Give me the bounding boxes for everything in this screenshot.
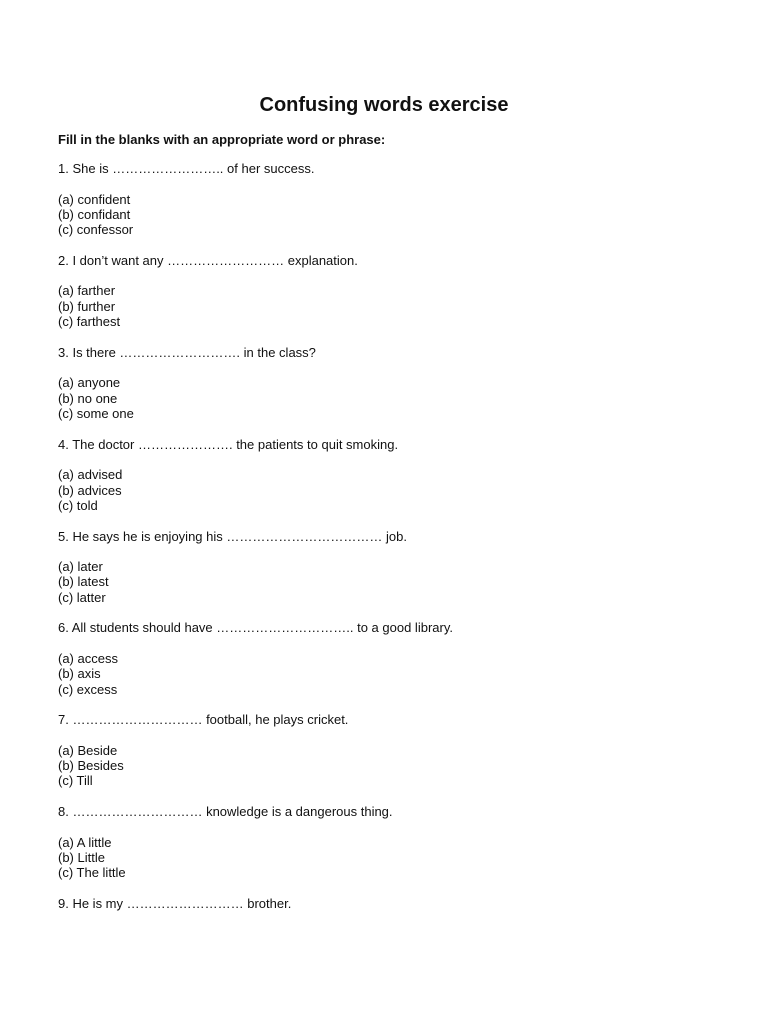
option-item: (b) further: [58, 298, 116, 314]
question-item: [58, 804, 453, 880]
question-item: [58, 896, 453, 911]
option-item: (a) anyone: [58, 375, 121, 391]
option-list: [58, 283, 453, 329]
option-item: (c) some one: [58, 405, 134, 421]
instruction-text: Fill in the blanks with an appropriate word or phrase:: [58, 132, 386, 147]
question-item: [58, 437, 453, 513]
option-item: (b) advices: [58, 482, 122, 498]
question-text: 2. I don’t want any ……………………… explanation.: [58, 252, 358, 268]
option-list: [58, 559, 453, 605]
option-item: (a) Beside: [58, 742, 118, 758]
option-item: (a) confident: [58, 191, 131, 207]
option-item: (b) no one: [58, 390, 118, 406]
option-list: [58, 375, 453, 421]
option-item: (a) advised: [58, 467, 123, 483]
option-item: (c) confessor: [58, 222, 134, 238]
option-item: (b) latest: [58, 574, 109, 590]
option-item: (a) A little: [58, 834, 112, 850]
option-item: (b) confidant: [58, 206, 131, 222]
question-item: [58, 161, 453, 237]
question-item: [58, 620, 453, 696]
question-text: 6. All students should have ………………………….. to a good library.: [58, 620, 453, 636]
question-item: [58, 253, 453, 329]
option-item: (c) Till: [58, 773, 93, 789]
question-item: [58, 529, 453, 605]
option-list: [58, 835, 453, 881]
option-list: [58, 192, 453, 238]
question-text: 3. Is there ………………………. in the class?: [58, 344, 316, 360]
option-item: (c) latter: [58, 589, 106, 605]
question-text: 9. He is my ……………………… brother.: [58, 896, 292, 911]
question-list: [58, 161, 453, 927]
question-item: [58, 345, 453, 421]
option-item: (c) farthest: [58, 314, 121, 330]
option-item: (b) Little: [58, 850, 105, 866]
question-text: 1. She is …………………….. of her success.: [58, 161, 315, 176]
page-title: Confusing words exercise: [259, 94, 509, 116]
option-list: [58, 743, 453, 789]
option-item: (c) excess: [58, 681, 118, 697]
option-item: (a) farther: [58, 283, 116, 299]
question-text: 4. The doctor …………………. the patients to quit smoking.: [58, 436, 399, 452]
question-text: 8. ………………………… knowledge is a dangerous thing.: [58, 804, 393, 820]
question-text: 5. He says he is enjoying his ……………………………… job.: [58, 528, 407, 544]
option-item: (c) told: [58, 497, 98, 513]
option-item: (b) Besides: [58, 758, 124, 774]
option-list: [58, 651, 453, 697]
question-text: 7. ………………………… football, he plays cricket.: [58, 712, 349, 728]
question-item: [58, 712, 453, 788]
option-item: (a) access: [58, 650, 118, 666]
option-item: (a) later: [58, 559, 103, 575]
option-item: (c) The little: [58, 865, 126, 881]
option-list: [58, 467, 453, 513]
option-item: (b) axis: [58, 666, 101, 682]
